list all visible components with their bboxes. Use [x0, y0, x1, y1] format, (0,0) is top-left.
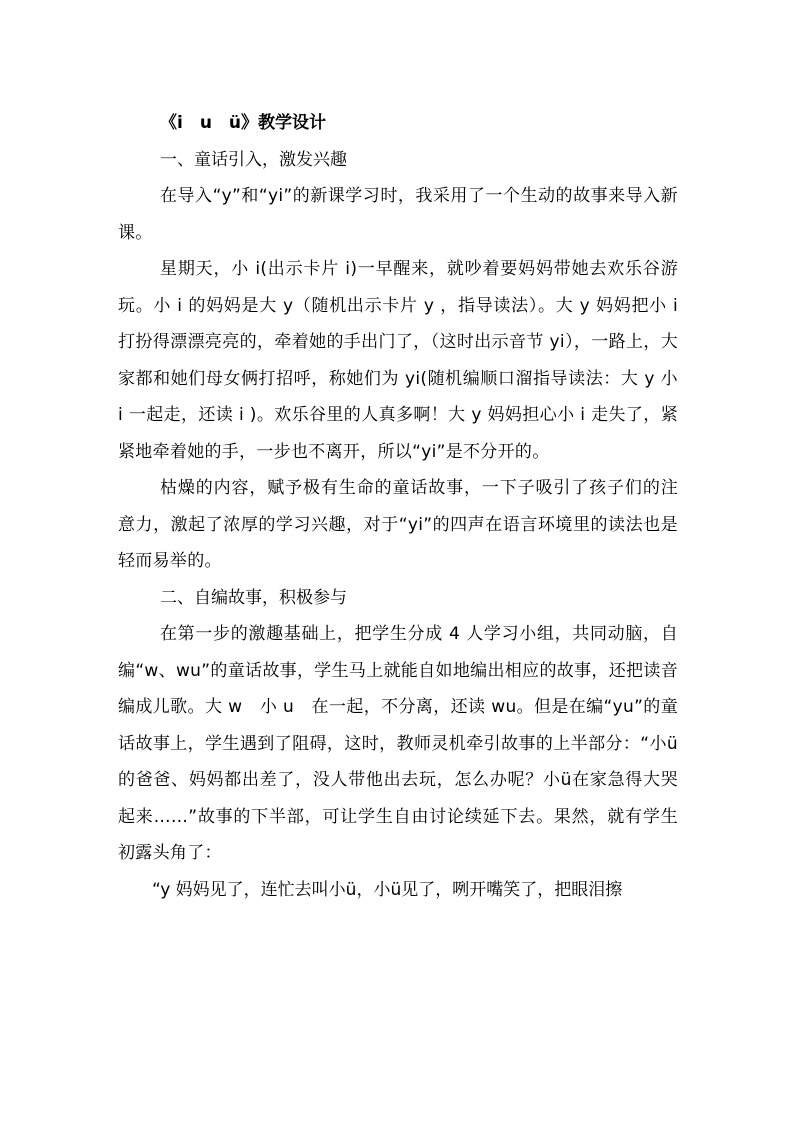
section-heading-1: 一、童话引入，激发兴趣 — [160, 149, 347, 170]
paragraph-quote: “y 妈妈见了，连忙去叫小ü，小ü见了，咧开嘴笑了，把眼泪擦 — [152, 879, 623, 900]
section-heading-2: 二、自编故事，积极参与 — [160, 587, 347, 608]
paragraph-story: 星期天，小 i(出示卡片 i)一早醒来，就吵着要妈妈带她去欢乐谷游玩。小 i 的妈妈是大 y（随机出示卡片 y ，指导读法）。大 y 妈妈把小 i 打扮得漂漂亮亮的，牵着她的手出门了，（这时出示音节 yi），一路上，大家都和她们母女俩打招呼，称她们为 yi(随机编顺口溜指导读法：大 y 小 i 一起走，还读 i )。欢乐谷里的人真多啊！大 y 妈妈担心小 i 走失了，紧紧地牵着她的手，一步也不离开，所以“yi”是不分开的。 — [118, 259, 678, 462]
document-body — [118, 105, 678, 908]
paragraph-intro: 在导入“y”和“yi”的新课学习时，我采用了一个生动的故事来导入新课。 — [118, 186, 678, 243]
paragraph-reflection: 枯燥的内容，赋予极有生命的童话故事，一下子吸引了孩子们的注意力，激起了浓厚的学习兴趣，对于“yi”的四声在语言环境里的读法也是轻而易举的。 — [118, 478, 678, 571]
paragraph-group-story: 在第一步的激趣基础上，把学生分成 4 人学习小组，共同动脑，自编“w、wu”的童话故事，学生马上就能自如地编出相应的故事，还把读音编成儿歌。大 w 小 u 在一起，不分离，还读 wu。但是在编“yu”的童话故事上，学生遇到了阻碍，这时，教师灵机牵引故事的上半部分：“小ü的爸爸、妈妈都出差了，没人带他出去玩，怎么办呢？小ü在家急得大哭起来……”故事的下半部，可让学生自由讨论续延下去。果然，就有学生初露头角了： — [118, 624, 678, 863]
document-title: 《i u ü》教学设计 — [160, 113, 327, 133]
